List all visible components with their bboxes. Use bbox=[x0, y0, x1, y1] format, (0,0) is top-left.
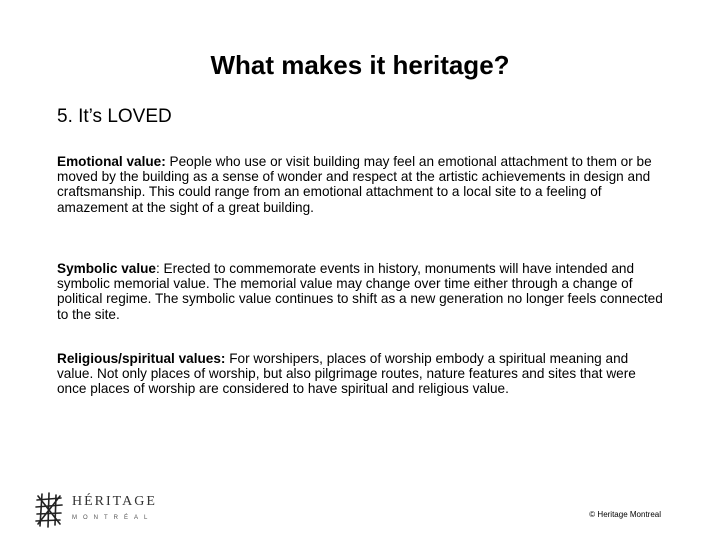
slide-title: What makes it heritage? bbox=[210, 50, 510, 80]
heritage-montreal-logo bbox=[34, 492, 157, 528]
paragraph-text: For worshipers, places of worship embody a spiritual meaning and value. Not only places of worship, but also pilgrimage routes, nature features and sites that were once places of worship are considered to have spiritual and religious value. bbox=[57, 351, 636, 397]
paragraph-lead: Religious/spiritual values: bbox=[57, 351, 226, 366]
paragraph-symbolic-value bbox=[57, 261, 667, 322]
paragraph-lead: Symbolic value bbox=[57, 261, 156, 276]
paragraph-text: : Erected to commemorate events in history, monuments will have intended and symbolic memorial value. The memorial value may change over time either through a change of political regime. The symbolic value continues to shift as a new generation no longer feels connected to the site. bbox=[57, 261, 663, 322]
logo-name: HÉRITAGE bbox=[72, 494, 157, 509]
logo-subtitle: MONTRÉAL bbox=[72, 515, 154, 521]
section-heading: 5. It’s LOVED bbox=[57, 106, 172, 127]
paragraph-spiritual-value bbox=[57, 351, 667, 397]
paragraph-lead: Emotional value: bbox=[57, 154, 166, 169]
copyright-notice: © Heritage Montreal bbox=[589, 510, 661, 519]
paragraph-emotional-value bbox=[57, 154, 667, 215]
heritage-grid-logo-icon bbox=[34, 492, 64, 528]
logo-text bbox=[72, 494, 157, 521]
paragraph-text: People who use or visit building may feel an emotional attachment to them or be moved by the building as a sense of wonder and respect at the artistic achievements in design and craftsmanship. This could range from an emotional attachment to a local site to a feeling of amazement at the sight of a great building. bbox=[57, 154, 652, 215]
